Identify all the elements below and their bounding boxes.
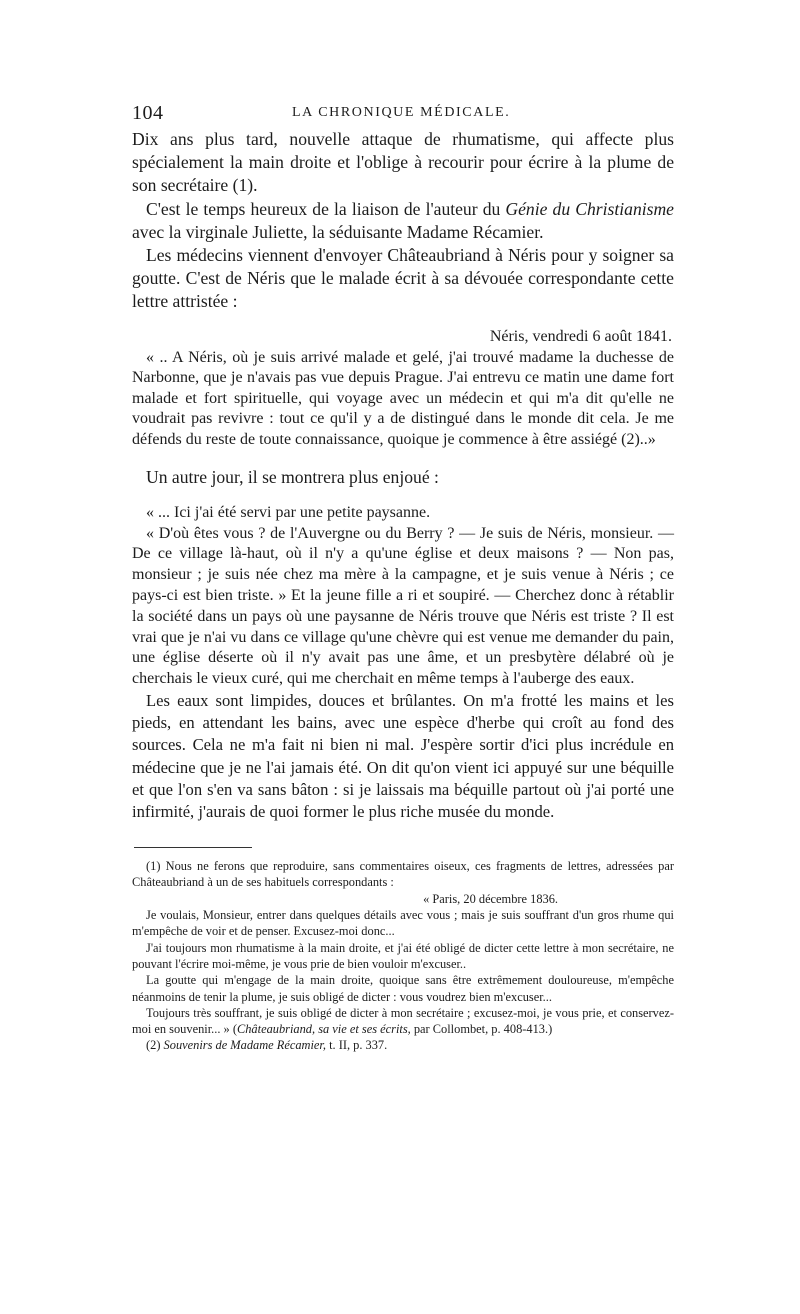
footnote-2 — [132, 1037, 674, 1053]
journal-title: LA CHRONIQUE MÉDICALE. — [292, 105, 511, 120]
letter-1-text: « .. A Néris, où je suis arrivé malade et gelé, j'ai trouvé madame la duchesse de Narbonne, que je n'avais pas vue depuis Prague. J'ai entrevu ce matin une dame fort malade et fort spirituelle, qui voyage avec un médecin et qui m'a dit qu'elle ne voudrait pas revivre : tout ce qu'il y a de distingué dans le monde dit cela. Je me défends du reste de toute connaissance, quoique je commence à être assiégé (2)..» — [132, 348, 674, 448]
letter-2 — [132, 503, 674, 690]
letter-2-paragraph-2: « D'où êtes vous ? de l'Auvergne ou du Berry ? — Je suis de Néris, monsieur. — De ce village là-haut, où il n'y a qu'une église et deux maisons ? — Non pas, monsieur ; je suis née chez ma mère à la campagne, et je suis venue à Néris ; ce pays-ci est bien triste. » Et la jeune fille a ri et soupiré. — Cherchez donc à rétablir la société dans un pays où une paysanne de Néris trouve que Néris est triste ? Il est vrai que je n'ai vu dans ce village qu'une chèvre qui est venue me demander du pain, une église déserte où il n'y avait pas une âme, et un presbytère délabré où je cherchais le vieux curé, qui me cherchait en même temps à l'auberge des eaux. — [132, 524, 674, 688]
footnote-1-paragraph-4-end: par Collombet, p. 408-413.) — [410, 1022, 553, 1037]
letter-1-dateline: Néris, vendredi 6 août 1841. — [489, 327, 672, 345]
paragraph-2 — [132, 198, 674, 244]
letter-2-continued — [132, 690, 674, 823]
footnote-divider — [134, 847, 252, 848]
paragraph-2-start: C'est le temps heureux de la liaison de l'auteur du — [146, 198, 506, 219]
paragraph-2-end: avec la virginale Juliette, la séduisante Madame Récamier. — [132, 221, 544, 242]
body-text — [132, 128, 674, 314]
book-title-chateaubriand: Châteaubriand, sa vie et ses écrits, — [236, 1022, 411, 1037]
letter-1 — [132, 348, 674, 451]
book-title-souvenirs: Souvenirs de Madame Récamier, — [163, 1038, 326, 1053]
page — [132, 100, 674, 1054]
book-title-genie: Génie du Christianisme — [505, 198, 674, 219]
footnote-1-paragraph-2: J'ai toujours mon rhumatisme à la main droite, et j'ai été obligé de dicter cette lettre à mon secrétaire, ne pouvant l'écrire moi-même, je vous prie de bien vouloir m'excuser.. — [132, 940, 674, 971]
footnote-2-end: t. II, p. 337. — [325, 1038, 388, 1053]
footnotes — [132, 858, 674, 1054]
paragraph-3: Les médecins viennent d'envoyer Châteaubriand à Néris pour y soigner sa goutte. C'est de Néris que le malade écrit à sa dévouée correspondante cette lettre attristée : — [132, 245, 674, 312]
letter-2-paragraph-3: Les eaux sont limpides, douces et brûlantes. On m'a frotté les mains et les pieds, en attendant les bains, avec une espèce d'herbe qui croît au fond des sources. Cela ne m'a fait ni bien ni mal. J'espère sortir d'ici plus incrédule en médecine que je ne l'ai jamais été. On dit qu'on vient ici appuyé sur une béquille et que l'on s'en va sans bâton : si je laissais ma béquille partout où j'ai porté une infirmité, j'aurais de quoi former le plus riche musée du monde. — [132, 690, 674, 821]
footnote-2-number: (2) — [146, 1038, 164, 1053]
footnote-1-paragraph-4 — [132, 1005, 674, 1038]
footnote-1-paragraph-4-start: Toujours très souffrant, je suis obligé de dicter à mon secrétaire ; excusez-moi, je vous prie, et conservez-moi en souvenir... » ( — [132, 1005, 674, 1037]
letter-2-paragraph-1: « ... Ici j'ai été servi par une petite paysanne. — [146, 503, 431, 521]
body-text-2 — [132, 466, 674, 489]
paragraph-4: Un autre jour, il se montrera plus enjoué : — [146, 466, 439, 487]
page-number: 104 — [132, 102, 164, 124]
paragraph-1: Dix ans plus tard, nouvelle attaque de rhumatisme, qui affecte plus spécialement la main droite et l'oblige à recourir pour écrire à la plume de son secrétaire (1). — [132, 129, 674, 196]
footnote-1-paragraph-3: La goutte qui m'engage de la main droite, quoique sans être extrêmement douloureuse, m'empêche néanmoins de tenir la plume, je suis obligé de dicter : vous voudrez bien m'excuser... — [132, 973, 674, 1004]
footnote-1-date: « Paris, 20 décembre 1836. — [423, 891, 558, 906]
footnote-1-paragraph-1: Je voulais, Monsieur, entrer dans quelques détails avec vous ; mais je suis souffrant d'un gros rhume qui m'empêche de voir et de penser. Excusez-moi donc... — [132, 908, 674, 939]
running-head — [132, 100, 674, 128]
footnote-1-intro: (1) Nous ne ferons que reproduire, sans commentaires oiseux, ces fragments de lettres, adressées par Châteaubriand à un de ses habituels correspondants : — [132, 859, 674, 890]
